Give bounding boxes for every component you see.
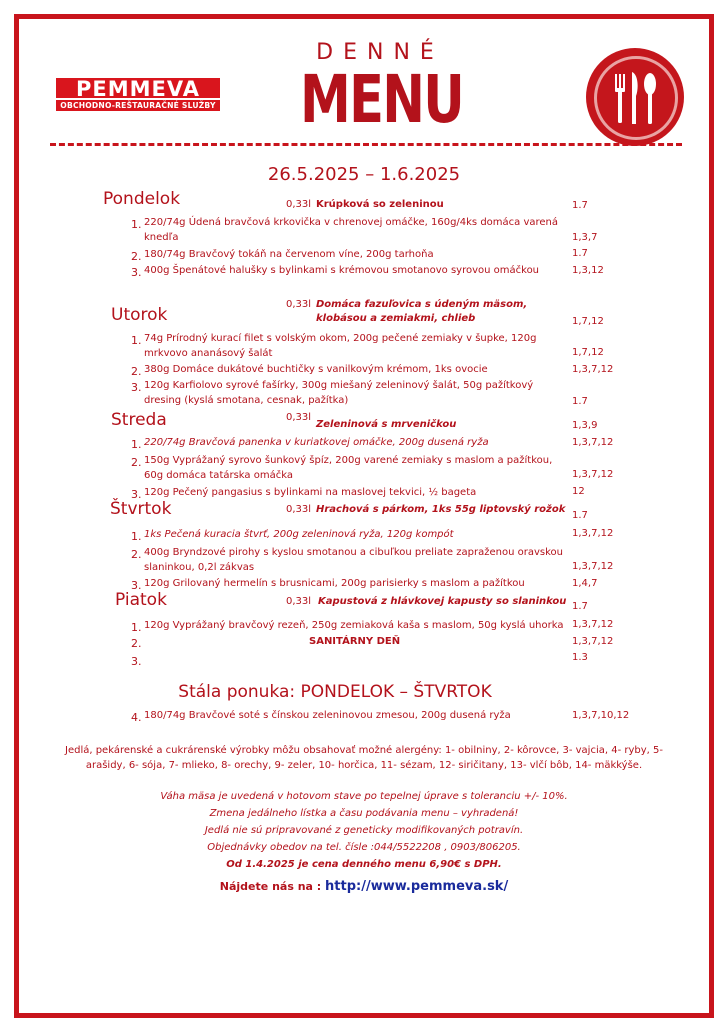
dish-text: 120g Karfiolovo syrové fašírky, 300g miešaný zeleninový šalát, 50g pažítkový dresing (kyslá smotana, cesnak, pažítka) xyxy=(144,380,534,406)
dish-number: 1. xyxy=(131,438,142,451)
allergens: 1,3,7,10,12 xyxy=(572,710,630,721)
dish-text: 150g Vyprážaný syrovo šunkový špíz, 200g varené zemiaky s maslom a pažítkou, 60g domáca tatárska omáčka xyxy=(144,455,553,481)
dish-number: 3. xyxy=(131,381,142,394)
dish-text: 400g Bryndzové pirohy s kyslou smotanou a cibuľkou preliate zapraženou oravskou slaninkou, 0,2l zákvas xyxy=(144,547,563,573)
soup-qty: 0,33l xyxy=(286,504,312,515)
permanent-offer-title: Stála ponuka: PONDELOK – ŠTVRTOK xyxy=(178,682,492,702)
allergens: 1,3,7,12 xyxy=(572,561,614,572)
soup-name: Hrachová s párkom, 1ks 55g liptovský rožok xyxy=(316,504,566,515)
find-us-label: Nájdete nás na : xyxy=(219,880,322,893)
logo-tagline: OBCHODNO-REŠTAURAČNÉ SLUŽBY xyxy=(56,100,220,111)
dish-text: 380g Domáce dukátové buchtičky s vanilkovým krémom, 1ks ovocie xyxy=(144,364,488,375)
header-divider xyxy=(50,143,682,146)
dish-text: 120g Grilovaný hermelín s brusnicami, 200g parisierky s maslom a pažítkou xyxy=(144,578,525,589)
dish-number: 1. xyxy=(131,218,142,231)
soup-name: Domáca fazuľovica s údeným mäsom, klobásou a zemiakmi, chlieb xyxy=(316,299,528,324)
change-notice: Zmena jedálneho lístka a času podávania menu – vyhradená! xyxy=(209,808,519,819)
allergens: 12 xyxy=(572,486,585,497)
allergens: 1,3,7,12 xyxy=(572,528,614,539)
dish-text: 220/74g Údená bravčová krkovička v chrenovej omáčke, 160g/4ks domáca varená knedľa xyxy=(144,217,559,243)
allergens: 1.7 xyxy=(572,601,588,612)
allergens: 1,3,7,12 xyxy=(572,636,614,647)
price-notice: Od 1.4.2025 je cena denného menu 6,90€ s DPH. xyxy=(226,859,502,870)
pemmeva-logo xyxy=(56,78,220,111)
header-denne: DENNÉ xyxy=(316,40,444,65)
allergens: 1,3,12 xyxy=(572,265,604,276)
dish-number: 3. xyxy=(131,488,142,501)
order-phone: Objednávky obedov na tel. čísle :044/5522208 , 0903/806205. xyxy=(207,842,521,853)
logo-wordmark: PEMMEVA xyxy=(56,78,220,98)
allergens: 1,3,7,12 xyxy=(572,619,614,630)
dish-number: 2. xyxy=(131,365,142,378)
dish-number: 2. xyxy=(131,548,142,561)
allergens: 1,3,7,12 xyxy=(572,469,614,480)
allergens: 1,7,12 xyxy=(572,316,604,327)
soup-name: Kapustová z hlávkovej kapusty so slaninkou xyxy=(318,596,567,607)
dish-text: 220/74g Bravčová panenka v kuriatkovej omáčke, 200g dusená ryža xyxy=(144,437,489,448)
date-range: 26.5.2025 – 1.6.2025 xyxy=(267,164,461,185)
gmo-notice: Jedlá nie sú pripravované z geneticky modifikovaných potravín. xyxy=(204,825,524,836)
dish-text: 180/74g Bravčové soté s čínskou zeleninovou zmesou, 200g dusená ryža xyxy=(144,710,511,721)
dish-number: 2. xyxy=(131,250,142,263)
dish-number: 1. xyxy=(131,334,142,347)
allergens: 1,7,12 xyxy=(572,347,604,358)
soup-qty: 0,33l xyxy=(286,299,312,310)
dish-number: 3. xyxy=(131,655,142,668)
allergens: 1.7 xyxy=(572,248,588,259)
day-heading-stvrtok: Štvrtok xyxy=(110,499,172,519)
dish-text: 120g Vyprážaný bravčový rezeň, 250g zemiaková kaša s maslom, 50g kyslá uhorka xyxy=(144,620,564,631)
dish-text: SANITÁRNY DEŇ xyxy=(309,636,401,647)
allergens: 1,3,7,12 xyxy=(572,437,614,448)
allergens: 1,3,7,12 xyxy=(572,364,614,375)
allergens: 1.7 xyxy=(572,396,588,407)
website-line xyxy=(0,880,728,894)
weight-notice: Váha mäsa je uvedená v hotovom stave po tepelnej úprave s toleranciu +/- 10%. xyxy=(160,791,568,802)
dish-number: 3. xyxy=(131,579,142,592)
allergen-notice: Jedlá, pekárenské a cukrárenské výrobky môžu obsahovať možné alergény: 1- obilniny, 2- kôrovce, 3- vajcia, 4- ryby, 5- arašidy, 6- sója, 7- mlieko, 8- orechy, 9- zeler, 10- horčica, 11- sézam, 12- siričitany, 13- vlčí bôb, 14- mäkkýše. xyxy=(65,745,663,771)
dish-text: 74g Prírodný kurací filet s volským okom, 200g pečené zemiaky v šupke, 120g mrkvovo ananásový šalát xyxy=(144,333,537,359)
soup-name: Zeleninová s mrveničkou xyxy=(316,419,457,430)
dish-text: 120g Pečený pangasius s bylinkami na maslovej tekvici, ½ bageta xyxy=(144,487,477,498)
dish-number: 2. xyxy=(131,456,142,469)
soup-name: Krúpková so zeleninou xyxy=(316,199,444,210)
day-heading-streda: Streda xyxy=(111,410,167,430)
allergens: 1.7 xyxy=(572,200,588,211)
dish-number: 2. xyxy=(131,637,142,650)
allergens: 1,3,9 xyxy=(572,420,598,431)
allergens: 1.3 xyxy=(572,652,588,663)
dish-text: 180/74g Bravčový tokáň na červenom víne, 200g tarhoňa xyxy=(144,249,434,260)
dish-number: 1. xyxy=(131,530,142,543)
allergens: 1.7 xyxy=(572,510,588,521)
dish-number: 3. xyxy=(131,266,142,279)
day-heading-piatok: Piatok xyxy=(115,590,167,610)
cutlery-plate-icon xyxy=(586,48,684,146)
dish-text: 400g Špenátové halušky s bylinkami s krémovou smotanovo syrovou omáčkou xyxy=(144,265,540,276)
dish-text: 1ks Pečená kuracia štvrť, 200g zeleninová ryža, 120g kompót xyxy=(144,529,454,540)
header-menu: MENU xyxy=(300,61,464,138)
soup-qty: 0,33l xyxy=(286,412,312,423)
soup-qty: 0,33l xyxy=(286,596,312,607)
allergens: 1,4,7 xyxy=(572,578,598,589)
day-heading-utorok: Utorok xyxy=(111,305,168,325)
dish-number: 1. xyxy=(131,621,142,634)
day-heading-pondelok: Pondelok xyxy=(103,189,181,209)
soup-qty: 0,33l xyxy=(286,199,312,210)
dish-number: 4. xyxy=(131,711,142,724)
website-link[interactable]: http://www.pemmeva.sk/ xyxy=(325,879,509,894)
allergens: 1,3,7 xyxy=(572,232,598,243)
